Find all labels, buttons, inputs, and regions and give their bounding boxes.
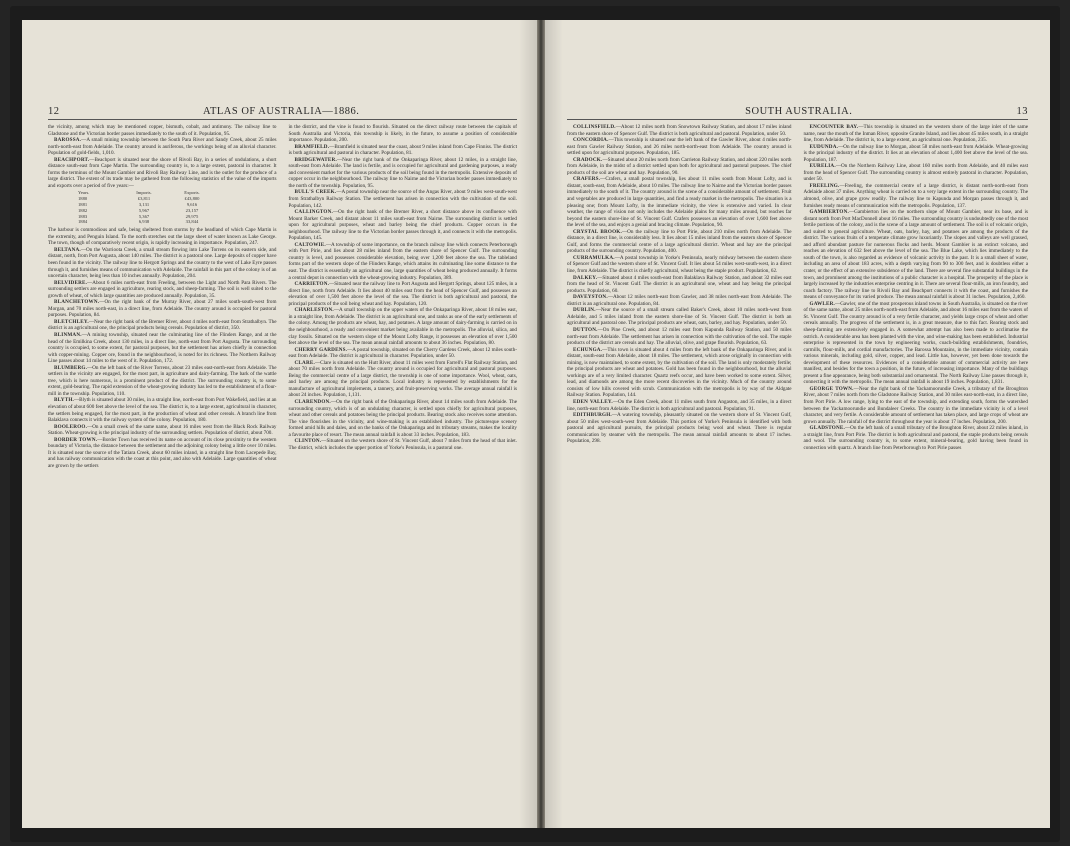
entry-heading: CALLINGTON. xyxy=(294,209,334,216)
table-cell: £43,800 xyxy=(184,196,200,202)
entry-text: —Situated near the railway line to Port Augusta and Hergott Springs, about 125 miles, in a direct line, north from Adelaide. It lies about 40 miles east from the head of Spencer Gulf, and possesses an elevation of over 1,500 feet above the level of the sea. The district is both agricultural and pastoral, the principal products of the soil being wheat and hay. Population, 120. xyxy=(288,281,517,307)
gazetteer-entry xyxy=(48,157,277,190)
entry-text: —On the Northern Railway Line, about 160 miles north from Adelaide, and 40 miles east from the head of Spencer Gulf. The surrounding country is almost entirely pastoral in character. Population, under 50. xyxy=(803,163,1028,183)
table-cell: 5,967 xyxy=(138,207,150,213)
table-cell: 1884 xyxy=(78,219,88,225)
entry-text: The harbour is commodious and safe, being sheltered from storms by the headland of which Cape Martin is the extremity, and Penguin Island. To the north stretches out the large sheet of water known as Lake George. The town, though of comparatively recent origin, is rapidly increasing in importance. Population, 247. xyxy=(48,227,277,247)
gazetteer-entry xyxy=(804,144,1029,164)
text-column xyxy=(289,124,518,469)
gazetteer-entry xyxy=(289,124,518,144)
gazetteer-entry xyxy=(804,386,1029,425)
gazetteer-entry xyxy=(289,144,518,157)
entry-text: —A postal township near the source of the Angas River, about 9 miles west-south-west from Strathalbyn Railway Station. The settlement has arisen in connection with the cultivation of the soil. Population, 142. xyxy=(288,189,517,209)
entry-heading: BRIDGEWATER. xyxy=(294,156,337,163)
entry-text: —A small mining township between the South Para River and Sandy Creek, about 25 miles north-north-east from Adelaide. The country around is auriferous, the workings being of an alluvial character. Population of gold-fields, 1,010. xyxy=(48,137,277,157)
gazetteer-entry xyxy=(289,242,518,281)
gazetteer-entry xyxy=(567,412,792,445)
gazetteer-entry xyxy=(289,360,518,399)
gazetteer-entry xyxy=(567,399,792,412)
gazetteer-entry xyxy=(804,163,1029,183)
gazetteer-entry xyxy=(289,209,518,242)
gazetteer-entry xyxy=(289,438,518,451)
entry-text: —On the right bank of the Bremer River, a short distance above its confluence with Mount Barker Creek, and distant about 11 miles south-east from Nairne. The surrounding district is settled upon for agricultural purposes, wheat and barley being the chief products. Copper occurs in the neighbourhood. The railway line to the Victorian border passes through it, and connects it with the metropolis. Population, 145. xyxy=(288,209,517,242)
entry-heading: GLADSTONE. xyxy=(809,425,845,432)
entry-text: —Beachport is situated near the shore of Rivoli Bay, in a series of undulations, a short distance south-east from Cape Martin. The surrounding country is, to a large extent, pastoral in character. It forms the terminus of the Mount Gambier and Rivoli Bay Railway Line, and is the outlet for the produce of a large district. The extent of its trade may be gathered from the following statistics of the value of the imports and exports over a period of five years:— xyxy=(48,156,277,189)
entry-heading: ECHUNGA. xyxy=(573,346,603,353)
gazetteer-entry xyxy=(48,227,277,247)
entry-text: —A township of some importance, on the branch railway line which connects Peterborough with Port Pirie, and lies about 28 miles inland from the eastern shore of Spencer Gulf. The surrounding country is level, and possesses considerable elevation, being over 1,200 feet above the sea. The tableland forms part of the western slope of the Flinders Range, which attains its culminating line some distance to the east. The district is essentially an agricultural one, large quantities of wheat being produced annually. It forms a central depot in connection with the wheat-growing industry. Population, 389. xyxy=(288,241,517,281)
entry-heading: CLARE. xyxy=(294,359,315,366)
entry-text: —On the left bank of a small tributary of the Broughton River, about 22 miles inland, in a straight line, from Port Pirie. The district is both agricultural and pastoral, the staple products being cereals and wool. The surrounding country is, to some extent, mineral-bearing, gold having been found in connection with quartz. A branch line from Peterborough to Port Pirie passes xyxy=(803,425,1028,451)
table-cell: 1883 xyxy=(78,213,88,219)
entry-heading: GAMBIERTON. xyxy=(809,209,849,216)
text-column xyxy=(48,124,277,469)
entry-text: —A watering township, pleasantly situated on the western shore of St. Vincent Gulf, about 50 miles west-south-west from Adelaide. This portion of Yorke's Peninsula is identified with both pastoral and agricultural pursuits, the principal products being wool and wheat. There is regular communication by steamer with the metropolis. The mean annual rainfall amounts to about 17 inches. Population, 298. xyxy=(567,412,792,445)
entry-text: —On the Warrioota Creek, a small stream flowing into Lake Torrens on its eastern side, and distant, north, from Port Augusta, about 140 miles. The district is a pastoral one. Large deposits of copper have been found in the vicinity. The railway line to Hergott Springs and the country to the west of Lake Eyre passes through it, and furnishes means of communication with Adelaide. The rainfall in this part of the colony is of an uncertain character, being less than 10 inches annually. Population, 204. xyxy=(48,246,277,280)
gazetteer-entry xyxy=(567,294,792,307)
page-number: 12 xyxy=(48,106,60,117)
gazetteer-entry xyxy=(567,157,792,177)
entry-heading: BULL'S CREEK. xyxy=(294,189,337,196)
entry-text: —On the left bank of the River Torrens, about 23 miles east-north-east from Adelaide. The settlers in the vicinity are engaged, for the most part, in agriculture and dairy-farming. The bark of the wattle tree, which is here numerous, is a prominent product of the district. The surrounding country is, to some extent, gold-bearing. The rapid extension of the wheat-growing industry has led to the establishment of a flour-mill in the township. Population, 110. xyxy=(48,364,277,397)
entry-heading: DALKEY. xyxy=(573,274,598,281)
entry-heading: EURELIA. xyxy=(809,163,836,170)
entry-heading: COLLINSFIELD. xyxy=(573,124,616,130)
table-header-cell: Years. xyxy=(78,190,90,196)
entry-text: —Near the source of a small stream called Baker's Creek, about 10 miles north-west from Adelaide, and 5 miles inland from the eastern shore-line of St. Vincent Gulf. The district is both an agricultural and pastoral one. The principal products are wheat, oats, barley, and hay. Population, under 50. xyxy=(567,307,792,327)
entry-heading: CHERRY GARDENS. xyxy=(294,346,348,353)
entry-heading: BAROSSA. xyxy=(54,137,82,144)
entry-heading: CARRIETON. xyxy=(294,281,330,288)
gazetteer-entry xyxy=(48,280,277,300)
gazetteer-entry xyxy=(567,137,792,157)
table-header-cell: Exports. xyxy=(184,190,200,196)
entry-heading: CONCORDIA. xyxy=(573,137,609,144)
entry-text: —A mining township, situated near the culminating line of the Flinders Range, and at the head of the Emilkina Creek, about 130 miles, in a direct line, north-east from Port Augusta. The surrounding country is occupied, to some extent, for pastoral purposes, but the settlement has arisen chiefly in connection with copper-mining. Copper ore, found in the neighbourhood, is noted for its richness. The Northern Railway Line passes about 14 miles to the west of it. Population, 172. xyxy=(48,332,277,365)
gazetteer-entry xyxy=(567,255,792,275)
gazetteer-entry xyxy=(48,365,277,398)
running-title: ATLAS OF AUSTRALIA—1886. xyxy=(203,106,360,117)
entry-text: —About 12 miles north from Snowtown Railway Station, and about 17 miles inland from the eastern shore of Spencer Gulf. The district is both agricultural and pastoral. Population, under 50. xyxy=(567,124,792,137)
entry-heading: CLARENDON. xyxy=(294,398,331,405)
table-cell: 1882 xyxy=(78,207,88,213)
entry-text: —Bramfield is situated near the coast, about 9 miles inland from Cape Finniss. The district is both agricultural and pastoral in character. Population, 81. xyxy=(288,143,517,157)
gazetteer-entry xyxy=(804,209,1029,301)
gazetteer-entry xyxy=(48,299,277,319)
entry-heading: CALTOWIE. xyxy=(294,241,326,248)
entry-text: —This township is situated near the left bank of the Gawler River, about 4 miles north-east from Gawler Railway Station, and 26 miles north-north-east from Adelaide. The country around is settled upon for agricultural purposes. Population, 185. xyxy=(567,137,792,157)
entry-text: in the district, and the vine is found to flourish. Situated on the direct railway route between the capitals of South Australia and Victoria, this township is likely, in the future, to assume a position of considerable importance. Population, 200. xyxy=(288,124,517,144)
entry-text: —On the right bank of the Murray River, about 27 miles south-south-west from Morgan, and 70 miles north-east, in a direct line, from Adelaide. The country around is occupied for pastoral purposes. Population, 84. xyxy=(48,299,277,319)
entry-text: —On the railway line to Morgan, about 58 miles north-east from Adelaide. Wheat-growing is the principal industry of the district. It lies at an elevation of about 1,400 feet above the level of the sea. Population, 187. xyxy=(803,143,1028,163)
entry-text: the vicinity, among which may be mentioned copper, bismuth, cobalt, and antimony. The railway line to Gladstone and the Victorian border passes immediately to the south of it. Population, 95. xyxy=(48,124,277,137)
gazetteer-entry xyxy=(567,327,792,347)
entry-heading: EUDUNDA. xyxy=(809,143,839,150)
text-column xyxy=(567,124,792,451)
entry-heading: CURRAMULKA. xyxy=(573,254,615,261)
entry-heading: BEACHPORT. xyxy=(54,156,90,163)
gazetteer-entry xyxy=(48,397,277,423)
entry-heading: CLINTON. xyxy=(294,438,322,445)
entry-text: —This town is situated about 4 miles from the left bank of the Onkaparinga River, and is distant, south-east from Adelaide, about 18 miles. The settlement, which arose originally in connection with mining, is now maintained, to some extent, by the cultivation of the soil. The land is only moderately fertile; the principal products are wheat and potatoes. Gold has been found in the neighbourhood, but the alluvial workings are of a very limited character. Quartz reefs occur, and have been worked to some extent. Silver, lead, and diamonds are among the more recent discoveries in the vicinity. Much of the country around consists of low hills covered with scrub. Communication with the metropolis is by way of the Aldgate Railway Station. Population, 144. xyxy=(567,346,792,399)
entry-text: —This township is situated on the western shore of the large inlet of the same name, near the mouth of the Inman River, opposite Granite Island, and lies about 45 miles south, in a straight line, from Adelaide. The district is, to a large extent, an agricultural one. Population, 235. xyxy=(803,124,1028,144)
entry-text: —On Pine Creek, and about 12 miles east from Kapunda Railway Station, and 50 miles north-east from Adelaide. The settlement has arisen in connection with the cultivation of the soil. The staple products of the district are cereals and hay. The alluvial, olive, and grape flourish. Population, 63. xyxy=(567,326,792,347)
gazetteer-entry xyxy=(567,347,792,399)
entry-heading: BELTANA. xyxy=(54,246,81,253)
entry-heading: FREELING. xyxy=(809,182,840,189)
gazetteer-entry xyxy=(289,157,518,190)
gazetteer-entry xyxy=(804,301,1029,386)
gazetteer-entry xyxy=(567,176,792,228)
table-row xyxy=(48,219,277,225)
entry-text: —A postal township in Yorke's Peninsula, nearly midway between the eastern shore of Spencer Gulf and the western shore of St. Vincent Gulf. It lies about 54 miles west-south-west, in a direct line, from Adelaide. The district is chiefly agricultural, wheat being the staple product. Population, 62. xyxy=(567,254,792,275)
entry-text: —Freeling, the commercial centre of a large district, is distant north-north-east from Adelaide about 37 miles. Anything wheat is carried on to a very large extent in the surrounding country. The almond, olive, and grape grow readily. The railway line to Kapunda and Morgan passes through it, and furnishes ready means of communication with the metropolis. Population, 137. xyxy=(803,182,1028,209)
gazetteer-entry xyxy=(48,247,277,280)
entry-heading: BOOLEROO. xyxy=(54,423,88,430)
table-cell: 9,616 xyxy=(186,202,198,208)
gazetteer-entry xyxy=(804,124,1029,144)
entry-text: —About 12 miles north-east from Gawler, and 38 miles north-east from Adelaide. The district is an agricultural one. Population, 84. xyxy=(567,294,792,307)
entry-text: —Clare is situated on the Hutt River, about 11 miles west from Farrell's Flat Railway Station, and about 70 miles north from Adelaide. The country around is occupied for agricultural and pastoral purposes. Being the commercial centre of a large district, the township is one of some importance. Wool, wheat, oats, and barley are among the principal products. Local industry is represented by establishments for the manufacture of agricultural implements, a tannery, and fruit-preserving works. The average annual rainfall is about 24 inches. Population, 1,131. xyxy=(288,359,517,399)
entry-heading: BLETCHLEY. xyxy=(54,318,89,325)
entry-text: —Blyth is situated about 30 miles, in a straight line, north-east from Port Wakefield, and lies at an elevation of about 600 feet above the level of the sea. The district is, to a large extent, agricultural in character, the settlers being engaged, for the most part, in the production of wheat and other cereals. A branch line from Balaklava connects it with the railway system of the colony. Population, 180. xyxy=(48,397,277,424)
entry-text: —Situated about 20 miles north from Carrieton Railway Station, and about 220 miles north from Adelaide, in the midst of a district settled upon both for agricultural and pastoral purposes. The chief products of the soil are wheat and hay. Population, 90. xyxy=(567,156,792,176)
gazetteer-entry xyxy=(48,437,277,470)
entry-text: —On the right bank of the Onkaparinga River, about 14 miles south from Adelaide. The surrounding country, which is of an undulating character, is settled upon chiefly for agricultural purposes, wheat and other cereals and potatoes being the principal products. Bearing stock also receives some attention. The vine flourishes in the vicinity, and wine-making is an established industry. The picturesque scenery formed amid hills and dales, and on the banks of the Onkaparinga and its tributary streams, makes the locality a favourite place of resort. The mean annual rainfall is about 33 inches. Population, 183. xyxy=(288,398,517,438)
table-cell: 23,157 xyxy=(185,207,199,213)
table-cell: 33,844 xyxy=(185,219,199,225)
entry-text: —Gawler, one of the most prosperous inland towns in South Australia, is situated on the river of the same name, about 25 miles north-north-east from Adelaide, and about 16 miles east from the waters of St. Vincent Gulf. The country around is of a very fertile character, and yields large crops of wheat and other cereals annually. The progress of the settlement is, in a great measure, due to this fact. Rearing stock and sheep-farming are extensively engaged in. A somewhat attempt has also been made to acclimatise the ostrich. A considerable area has been planted with the vine, and wine-making has been established. Industrial enterprise is represented in the town by engineering works, coach-building establishments, foundries, carmills, flour-mills, and cordial manufactories. The Barossa Mountains, in the immediate vicinity, contain various minerals, including gold, silver, copper, and lead. Little has, however, yet been done towards the development of these resources. Evidences of a considerable amount of commercial activity are here manifest, and besides for the town a position, in the future, of increasing importance. Many of the buildings present a fine appearance, being both substantial and ornamental. The North Railway Line passes through it, connecting it with the metropolis. The mean annual rainfall is about 19 inches. Population, 1,831. xyxy=(803,300,1028,386)
trade-table xyxy=(48,190,277,225)
entry-text: —Near the right bank of the Bremer River, about 4 miles north-east from Strathalbyn. The district is an agricultural one, the principal products being cereals. Population of district, 350. xyxy=(48,318,277,332)
right-page xyxy=(545,20,1050,828)
entry-text: —Gambierton lies on the northern slope of Mount Gambier, near its base, and is distant north from Port MacDonnell about 16 miles. The surrounding country is undoubtedly one of the most fertile portions of the colony, and is the scene of a large amount of settlement. The soil is of volcanic origin, and suited to general agriculture. Wheat, oats, barley, hay, and potatoes are among the products of the district. The various fruits of a temperate climate grow luxuriantly. The slopes and valleys are well grassed, and afford abundant pasture for numerous flocks and herds. Mount Gambier is an extinct volcano, and reaches an elevation of 632 feet above the level of the sea. The Blue Lake, which lies immediately to the south of the town, is also regarded as evidence of volcanic activity in the past. It is a small sheet of water, including an area of about 183 acres, with a depth varying from 90 to 300 feet, and is doubtless either a crater, or the effect of an extensive subsidence of the land. There are several fine substantial buildings in the town, and prominent among the institutions of a public character is a hospital. The prosperity of the place is largely increased by the industries enterprise centring in it. There are several flour-mills, an iron foundry, and coach factory. The railway line to Rivoli Bay and Beachport connects it with the coast, and furnishes the means of conveyance for its varied produce. The mean annual rainfall is about 31 inches. Population, 2,460. xyxy=(803,209,1028,301)
entry-text: —Near the right bank of the Onkaparinga River, about 12 miles, in a straight line, south-east from Adelaide. The land is fertile, and is occupied for agricultural and gardening purposes, a ready and convenient market for the various products of the soil being found in the metropolis. Extensive deposits of copper occur in the neighbourhood. The railway line to Nairne and the Victorian border passes immediately to the north of the township. Population, 95. xyxy=(288,156,517,189)
gazetteer-entry xyxy=(567,124,792,137)
book-spread xyxy=(10,6,1060,842)
entry-text: —A small township on the upper waters of the Onkaparinga River, about 18 miles east, in a straight line, from Adelaide. The district is an agricultural one, and ranks as one of the early settlements of the colony. Among the products are wheat, hay, and potatoes. A large amount of dairy-farming is carried on in the neighbourhood, a ready and convenient market being available in the metropolis. The alluvial, silica, and clay fossils. Situated on the western slope of the Mount Lofty Range, it possesses an elevation of over 1,500 feet above the level of the sea. The mean annual rainfall amounts to about 36 inches. Population, 80. xyxy=(288,307,517,347)
gazetteer-entry xyxy=(804,183,1029,209)
entry-heading: BRAMFIELD. xyxy=(294,143,330,150)
gazetteer-entry xyxy=(567,307,792,327)
entry-heading: CRAFERS. xyxy=(573,176,601,183)
entry-text: —On the Eden Creek, about 11 miles south from Angaston, and 35 miles, in a direct line, north-east from Adelaide. The district is both agricultural and pastoral. Population, 91. xyxy=(567,398,792,412)
right-page-header xyxy=(567,106,1028,120)
gazetteer-entry xyxy=(48,424,277,437)
entry-heading: BLANCHETOWN. xyxy=(54,299,100,306)
gazetteer-entry xyxy=(804,425,1029,451)
left-page xyxy=(22,20,537,828)
entry-text: —A postal township, situated on the Cherry Gardens Creek, about 12 miles south-east from Adelaide. The district is agricultural in character. Population, under 50. xyxy=(288,346,517,360)
text-column xyxy=(804,124,1029,451)
gazetteer-entry xyxy=(289,281,518,307)
entry-heading: BLINMAN. xyxy=(54,332,82,338)
entry-text: —On a small creek of the same name, about 16 miles west from the Black Rock Railway Station. Wheat-growing is the principal industry of the surrounding settlers. Population of district, about 700. xyxy=(48,423,277,437)
entry-text: —Crafers, a small postal township, lies about 11 miles south from Mount Lofty, and is distant, south-east, from Adelaide, about 10 miles. The railway line to Nairne and the Victorian border passes immediately to the south of it. The country around is the scene of a considerable amount of settlement. Fruit and vegetables are produced in large quantities, and find a ready market in the metropolis. The situation is a pleasing one; from Mount Lofty, in the immediate vicinity, the view is extensive and varied. In clear weather, the range of vision not only includes the Adelaide plains for many miles around, but reaches far beyond the eastern shore-line of St. Vincent Gulf. Crafers possesses an elevation of over 1,600 feet above the level of the sea, and enjoys a genial and bracing climate. Population, 90. xyxy=(567,176,792,229)
entry-text: —On the railway line to Port Pirie, about 210 miles north from Adelaide. The distance, in a direct line, is considerably less. It lies about 15 miles inland from the eastern shore of Spencer Gulf, and forms the commercial centre of a large agricultural district. Wheat and hay are the principal products of the surrounding country. Population, 400. xyxy=(567,228,792,255)
entry-heading: BELVIDERE. xyxy=(54,279,88,286)
book-gutter xyxy=(537,20,545,828)
table-cell: £3,811 xyxy=(137,196,151,202)
gazetteer-entry xyxy=(48,332,277,365)
page-number: 13 xyxy=(1016,106,1028,117)
entry-heading: CRADOCK. xyxy=(573,156,603,163)
entry-heading: BORDER TOWN. xyxy=(54,436,98,443)
entry-heading: CHARLESTON. xyxy=(294,307,334,314)
table-cell: 5,367 xyxy=(138,213,150,219)
entry-text: —Situated on the western shore of St. Vincent Gulf, about 7 miles from the head of that inlet. The district, which includes the upper portion of Yorke's Peninsula, is a pastoral one. xyxy=(288,438,517,451)
entry-text: —Situated about 4 miles south-east from Balaklava Railway Station, and about 32 miles east from the head of St. Vincent Gulf. The district is an agricultural one, wheat and hay being the principal products. Population, 60. xyxy=(567,274,792,294)
table-cell: 1880 xyxy=(78,196,88,202)
table-cell: 1881 xyxy=(78,202,88,208)
gazetteer-entry xyxy=(289,307,518,346)
gazetteer-entry xyxy=(48,319,277,332)
gazetteer-entry xyxy=(289,399,518,438)
gazetteer-entry xyxy=(567,275,792,295)
gazetteer-entry xyxy=(48,137,277,157)
entry-heading: DUTTON. xyxy=(573,326,598,333)
entry-heading: EDEN VALLEY. xyxy=(573,398,613,405)
gazetteer-entry xyxy=(48,124,277,137)
entry-text: —Near the right bank of the Yackamoorundie Creek, a tributary of the Broughton River, about 7 miles north from the Gladstone Railway Station, and 30 miles east-north-east, in a direct line, from Port Pirie. A low range, lying to the east of the township, and extending south, forms the watershed between the Yackamoorundie and Bundaleer Creeks. The country in the immediate vicinity is of a level character, and very fertile. A considerable amount of settlement has taken place, and large crops of wheat are grown annually. The rainfall of the district throughout the year is about 17 inches. Population, 200. xyxy=(803,385,1028,425)
entry-heading: CRYSTAL BROOK. xyxy=(573,228,622,235)
table-header-cell: Imports. xyxy=(136,190,152,196)
entry-heading: BLYTH. xyxy=(54,397,75,404)
entry-heading: EDITHBURGH. xyxy=(573,412,612,419)
entry-heading: DAVEYSTON. xyxy=(573,294,608,301)
left-page-header xyxy=(48,106,517,120)
entry-heading: BLUMBERG. xyxy=(54,364,88,371)
gazetteer-entry xyxy=(567,229,792,255)
table-cell: 6,938 xyxy=(138,219,150,225)
gazetteer-entry xyxy=(289,189,518,209)
entry-text: —About 6 miles north-east from Freeling, between the Light and North Para Rivers. The surrounding settlers are engaged in agriculture, rearing stock, and sheep-farming. The soil is well suited to the growth of wheat, of which large quantities are produced annually. Population, 35. xyxy=(48,279,277,299)
entry-text: —Border Town has received its name on account of its close proximity to the western boundary of Victoria, the distance between the settlement and the adjoining colony being a little over 10 miles. It is situated near the source of the Tatiara Creek, about 60 miles inland, in a straight line from Lacepede Bay, and has railway communication with the coast at this point, and also with Adelaide. Large quantities of wheat are grown by the settlers xyxy=(48,436,277,469)
entry-heading: ENCOUNTER BAY. xyxy=(809,124,859,130)
running-title: SOUTH AUSTRALIA. xyxy=(745,106,853,117)
table-cell: 3,131 xyxy=(138,202,150,208)
entry-heading: DUBLIN. xyxy=(573,307,596,314)
entry-heading: GEORGE TOWN. xyxy=(809,385,854,392)
table-cell: 29,975 xyxy=(185,213,199,219)
entry-heading: GAWLER. xyxy=(809,300,836,307)
gazetteer-entry xyxy=(289,347,518,360)
